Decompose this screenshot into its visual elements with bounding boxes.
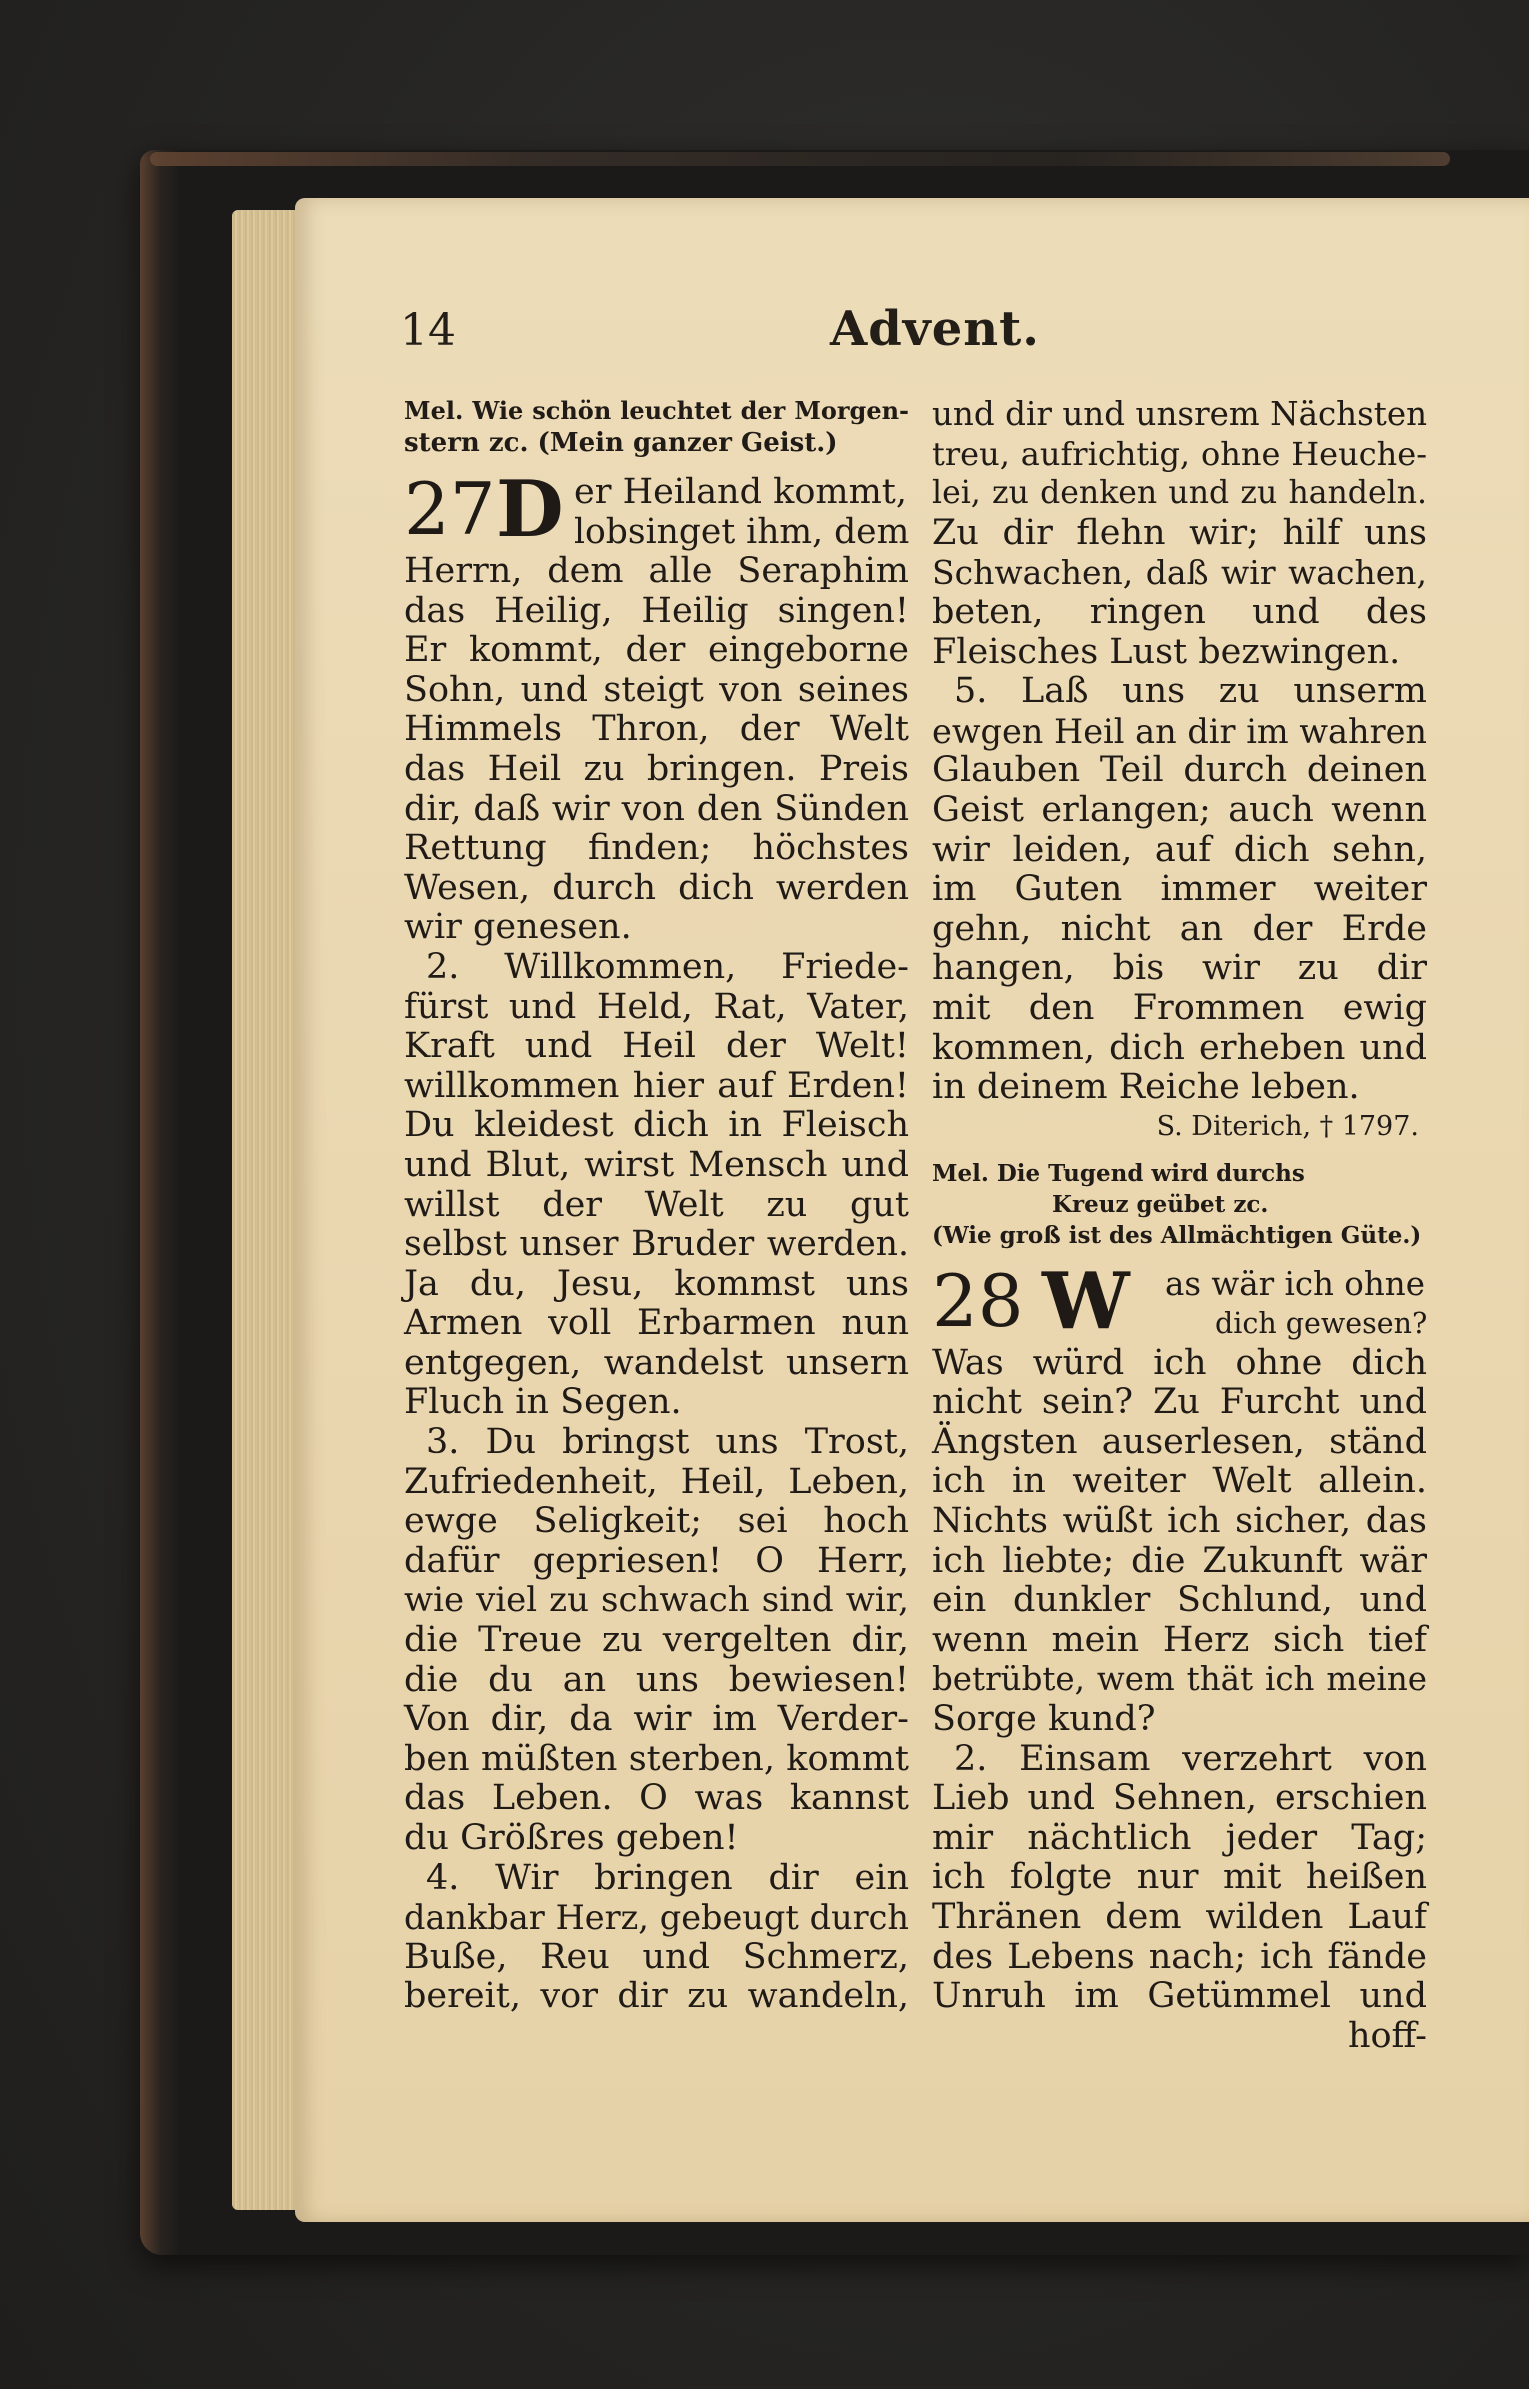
hymn28-text <box>932 1344 1427 2017</box>
verse-line: Glauben Teil durch deinen <box>932 750 1427 791</box>
hymn28-opening <box>932 1255 1428 1347</box>
verse-line: Nichts wüßt ich sicher, das <box>932 1501 1427 1542</box>
verse-line: lei, zu denken und zu handeln. <box>932 475 1427 512</box>
book-spine-edge <box>140 150 180 2255</box>
verse-line: Zu dir flehn wir; hilf uns <box>932 512 1427 553</box>
verse-line: selbst unser Bruder werden. <box>404 1224 909 1265</box>
verse-line: ewge Seligkeit; sei hoch <box>404 1501 909 1542</box>
verse-line: hangen, bis wir zu dir <box>932 948 1427 989</box>
verse-line: Unruh im Getümmel und <box>932 1976 1427 2017</box>
verse-line: er Heiland kommt, <box>574 472 907 512</box>
drop-cap: D <box>496 464 564 555</box>
verse-line: ich folgte nur mit heißen <box>932 1857 1427 1898</box>
verse-line: Ja du, Jesu, kommst uns <box>404 1263 909 1304</box>
catchword: hoff- <box>1347 2015 1427 2056</box>
verse-line: wie viel zu schwach sind wir, <box>404 1580 909 1621</box>
left-column <box>404 395 909 2017</box>
verse-line: das Leben. O was kannst <box>404 1778 909 1819</box>
verse-line: 4. Wir bringen dir ein <box>426 1857 909 1898</box>
verse-line: Sohn, und steigt von seines <box>404 669 909 710</box>
verse-line: ben müßten sterben, kommt <box>404 1738 909 1779</box>
first-lines <box>574 473 909 552</box>
verse-line: 3. Du bringst uns Trost, <box>426 1422 909 1463</box>
melody-line: Mel. Die Tugend wird durchs <box>932 1159 1305 1187</box>
verse-line: Zufriedenheit, Heil, Leben, <box>404 1461 909 1502</box>
verse-line: in deinem Reiche leben. <box>932 1067 1360 1108</box>
verse-line: ein dunkler Schlund, und <box>932 1580 1427 1621</box>
cover-top-edge <box>150 152 1450 166</box>
verse-line: 2. Einsam verzehrt von <box>954 1738 1427 1779</box>
page-header <box>400 301 1440 365</box>
verse-line: kommen, dich erheben und <box>932 1027 1427 1068</box>
verse-line: lobsinget ihm, dem <box>574 511 910 552</box>
verse-line: Ängsten auserlesen, ständ <box>932 1421 1427 1462</box>
verse-line: wenn mein Herz sich tief <box>932 1619 1427 1660</box>
verse-line: Was würd ich ohne dich <box>932 1342 1427 1383</box>
verse-line: willst der Welt zu gut <box>404 1184 909 1225</box>
hymn27-melody <box>404 395 909 459</box>
hymn27-opening <box>404 464 910 555</box>
hymn28-melody <box>932 1158 1427 1251</box>
page-edges <box>232 210 302 2210</box>
verse-line: Er kommt, der eingeborne <box>404 630 909 671</box>
verse-line: entgegen, wandelst unsern <box>404 1342 909 1383</box>
verse-line: Fleisches Lust bezwingen. <box>932 631 1401 672</box>
verse-line: des Lebens nach; ich fände <box>932 1936 1427 1977</box>
verse-line: Buße, Reu und Schmerz, <box>404 1936 909 1977</box>
verse-line: Wesen, durch dich werden <box>404 867 909 908</box>
verse-line: ich in weiter Welt allein. <box>932 1461 1427 1502</box>
running-title: Advent. <box>830 301 1041 357</box>
verse-line: as wär ich ohne <box>1165 1264 1425 1303</box>
verse-line: gehn, nicht an der Erde <box>932 908 1427 949</box>
verse-line: mit den Frommen ewig <box>932 987 1427 1028</box>
verse-line: betrübte, wem thät ich meine <box>932 1660 1427 1699</box>
verse-line: das Heil zu bringen. Preis <box>404 748 909 789</box>
verse-line: Rettung finden; höchstes <box>404 828 909 869</box>
verse-line: und dir und unsrem Nächsten <box>932 395 1427 433</box>
hymn27-text <box>404 552 909 2017</box>
verse-line: Lieb und Sehnen, erschien <box>932 1778 1427 1819</box>
verse-line: dich gewesen? <box>1215 1307 1428 1341</box>
hymn27-continuation <box>932 395 1427 1108</box>
verse-line: Himmels Thron, der Welt <box>404 709 909 750</box>
verse-line: Armen voll Erbarmen nun <box>404 1303 909 1344</box>
right-column <box>932 395 1427 2056</box>
verse-line: Du kleidest dich in Fleisch <box>404 1105 909 1146</box>
hymn-number: 27 <box>404 467 496 551</box>
verse-line: willkommen hier auf Erden! <box>404 1065 909 1106</box>
verse-line: im Guten immer weiter <box>932 869 1427 910</box>
verse-line: das Heilig, Heilig singen! <box>404 590 909 631</box>
verse-line: wir leiden, auf dich sehn, <box>932 829 1427 870</box>
verse-line: beten, ringen und des <box>932 591 1427 632</box>
melody-line: (Wie groß ist des Allmächtigen Güte.) <box>932 1221 1422 1249</box>
verse-line: ewgen Heil an dir im wahren <box>932 711 1427 751</box>
verse-line: und Blut, wirst Mensch und <box>404 1144 909 1185</box>
page-number: 14 <box>400 305 456 356</box>
first-lines <box>1165 1265 1427 1344</box>
verse-line: bereit, vor dir zu wandeln, <box>404 1976 909 2017</box>
verse-line: Herrn, dem alle Seraphim <box>404 551 909 591</box>
verse-line: nicht sein? Zu Furcht und <box>932 1382 1427 1423</box>
drop-cap: W <box>1042 1255 1130 1347</box>
verse-line: mir nächtlich jeder Tag; <box>932 1817 1427 1858</box>
verse-line: wir genesen. <box>404 907 632 948</box>
verse-line: Von dir, da wir im Verder- <box>404 1699 909 1740</box>
verse-line: Schwachen, daß wir wachen, <box>932 553 1427 593</box>
verse-line: du Größres geben! <box>404 1818 739 1858</box>
verse-line: Kraft und Heil der Welt! <box>404 1026 909 1067</box>
verse-line: Geist erlangen; auch wenn <box>932 789 1427 830</box>
melody-line: stern zc. (Mein ganzer Geist.) <box>404 428 838 458</box>
verse-line: 2. Willkommen, Friede- <box>426 946 909 987</box>
melody-line: Mel. Wie schön leuchtet der Morgen- <box>404 396 909 425</box>
verse-line: treu, aufrichtig, ohne Heuche- <box>932 434 1427 473</box>
hymn-number: 28 <box>932 1258 1024 1343</box>
verse-line: Sorge kund? <box>932 1699 1156 1740</box>
verse-line: fürst und Held, Rat, Vater, <box>404 986 909 1027</box>
verse-line: die du an uns bewiesen! <box>404 1659 909 1700</box>
melody-line: Kreuz geübet zc. <box>1052 1190 1269 1218</box>
verse-line: die Treue zu vergelten dir, <box>404 1620 909 1661</box>
verse-line: dafür gepriesen! O Herr, <box>404 1540 909 1581</box>
verse-line: Fluch in Segen. <box>404 1382 682 1423</box>
verse-line: 5. Laß uns zu unserm <box>954 671 1427 712</box>
verse-line: Thränen dem wilden Lauf <box>932 1897 1427 1937</box>
verse-line: dankbar Herz, gebeugt durch <box>404 1898 909 1938</box>
verse-line: dir, daß wir von den Sünden <box>404 788 909 829</box>
verse-line: ich liebte; die Zukunft wär <box>932 1540 1427 1581</box>
hymn27-author: S. Diterich, † 1797. <box>1156 1110 1419 1142</box>
